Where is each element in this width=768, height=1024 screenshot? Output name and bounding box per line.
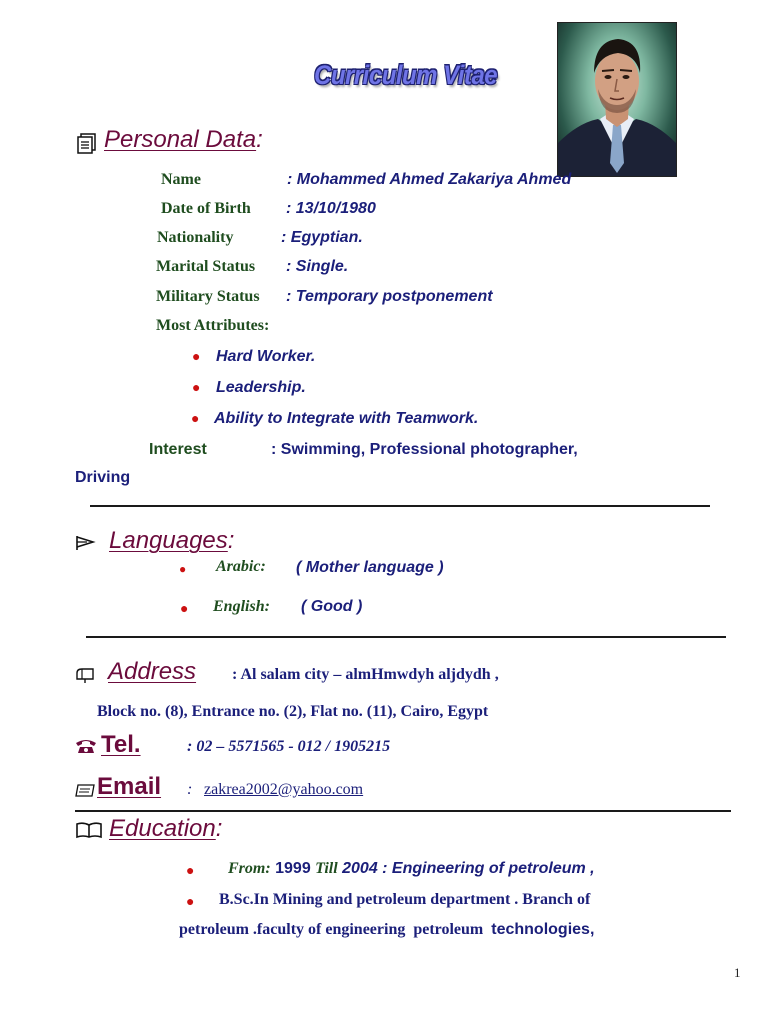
name-label: Name	[161, 171, 201, 188]
divider	[90, 505, 710, 507]
language-name: Arabic:	[216, 558, 266, 575]
interest-value: : Swimming, Professional photographer,	[271, 441, 578, 458]
divider	[75, 810, 731, 812]
clipboard-icon	[75, 133, 97, 160]
education-degree-line-2: petroleum .faculty of engineering petroleum technologies,	[179, 921, 595, 938]
bullet-icon: ●	[192, 350, 201, 365]
letter-icon	[74, 781, 96, 804]
military-status-label: Military Status	[156, 288, 260, 305]
mailbox-icon	[75, 667, 97, 688]
attribute-item: Ability to Integrate with Teamwork.	[214, 410, 479, 427]
attributes-label: Most Attributes:	[156, 317, 270, 334]
address-heading: Address	[108, 658, 197, 685]
bullet-icon: ●	[186, 864, 195, 879]
email-heading: Email	[97, 773, 162, 800]
attribute-item: Leadership.	[216, 379, 306, 396]
dob-value: : 13/10/1980	[286, 200, 376, 217]
language-level: ( Mother language )	[296, 559, 444, 576]
dob-label: Date of Birth	[161, 200, 251, 217]
personal-data-heading: Personal Data:	[104, 126, 263, 153]
attribute-item: Hard Worker.	[216, 348, 316, 365]
open-book-icon	[75, 821, 103, 844]
interest-continued: Driving	[75, 469, 131, 486]
tel-heading: Tel.	[101, 731, 141, 758]
profile-photo	[557, 22, 677, 177]
email-separator: :	[187, 781, 193, 798]
marital-status-label: Marital Status	[156, 258, 256, 275]
page-number: 1	[734, 965, 741, 980]
document-title: Curriculum Vitae	[314, 60, 498, 91]
phone-icon	[75, 738, 97, 759]
nationality-value: : Egyptian.	[281, 229, 363, 246]
education-heading: Education:	[109, 815, 223, 842]
name-value: : Mohammed Ahmed Zakariya Ahmed	[287, 171, 572, 188]
address-line-1: : Al salam city – almHmwdyh aljdydh ,	[232, 666, 499, 683]
flag-icon	[75, 534, 97, 557]
language-level: ( Good )	[301, 598, 363, 615]
language-name: English:	[213, 598, 270, 615]
bullet-icon: ●	[191, 412, 200, 427]
bullet-icon: ●	[192, 381, 201, 396]
address-line-2: Block no. (8), Entrance no. (2), Flat no. (11), Cairo, Egypt	[97, 703, 489, 720]
interest-label: Interest	[149, 441, 207, 458]
languages-heading: Languages:	[109, 527, 235, 554]
bullet-icon: ●	[179, 562, 187, 576]
marital-status-value: : Single.	[286, 258, 349, 275]
bullet-icon: ●	[186, 895, 195, 910]
divider	[86, 636, 726, 638]
tel-value: : 02 – 5571565 - 012 / 1905215	[187, 738, 391, 755]
education-period: From: 1999 Till 2004 : Engineering of petroleum ,	[228, 860, 595, 877]
military-status-value: : Temporary postponement	[286, 288, 493, 305]
email-link[interactable]: zakrea2002@yahoo.com	[204, 781, 364, 798]
nationality-label: Nationality	[157, 229, 234, 246]
education-degree-line-1: B.Sc.In Mining and petroleum department . Branch of	[219, 891, 591, 908]
bullet-icon: ●	[180, 602, 189, 617]
